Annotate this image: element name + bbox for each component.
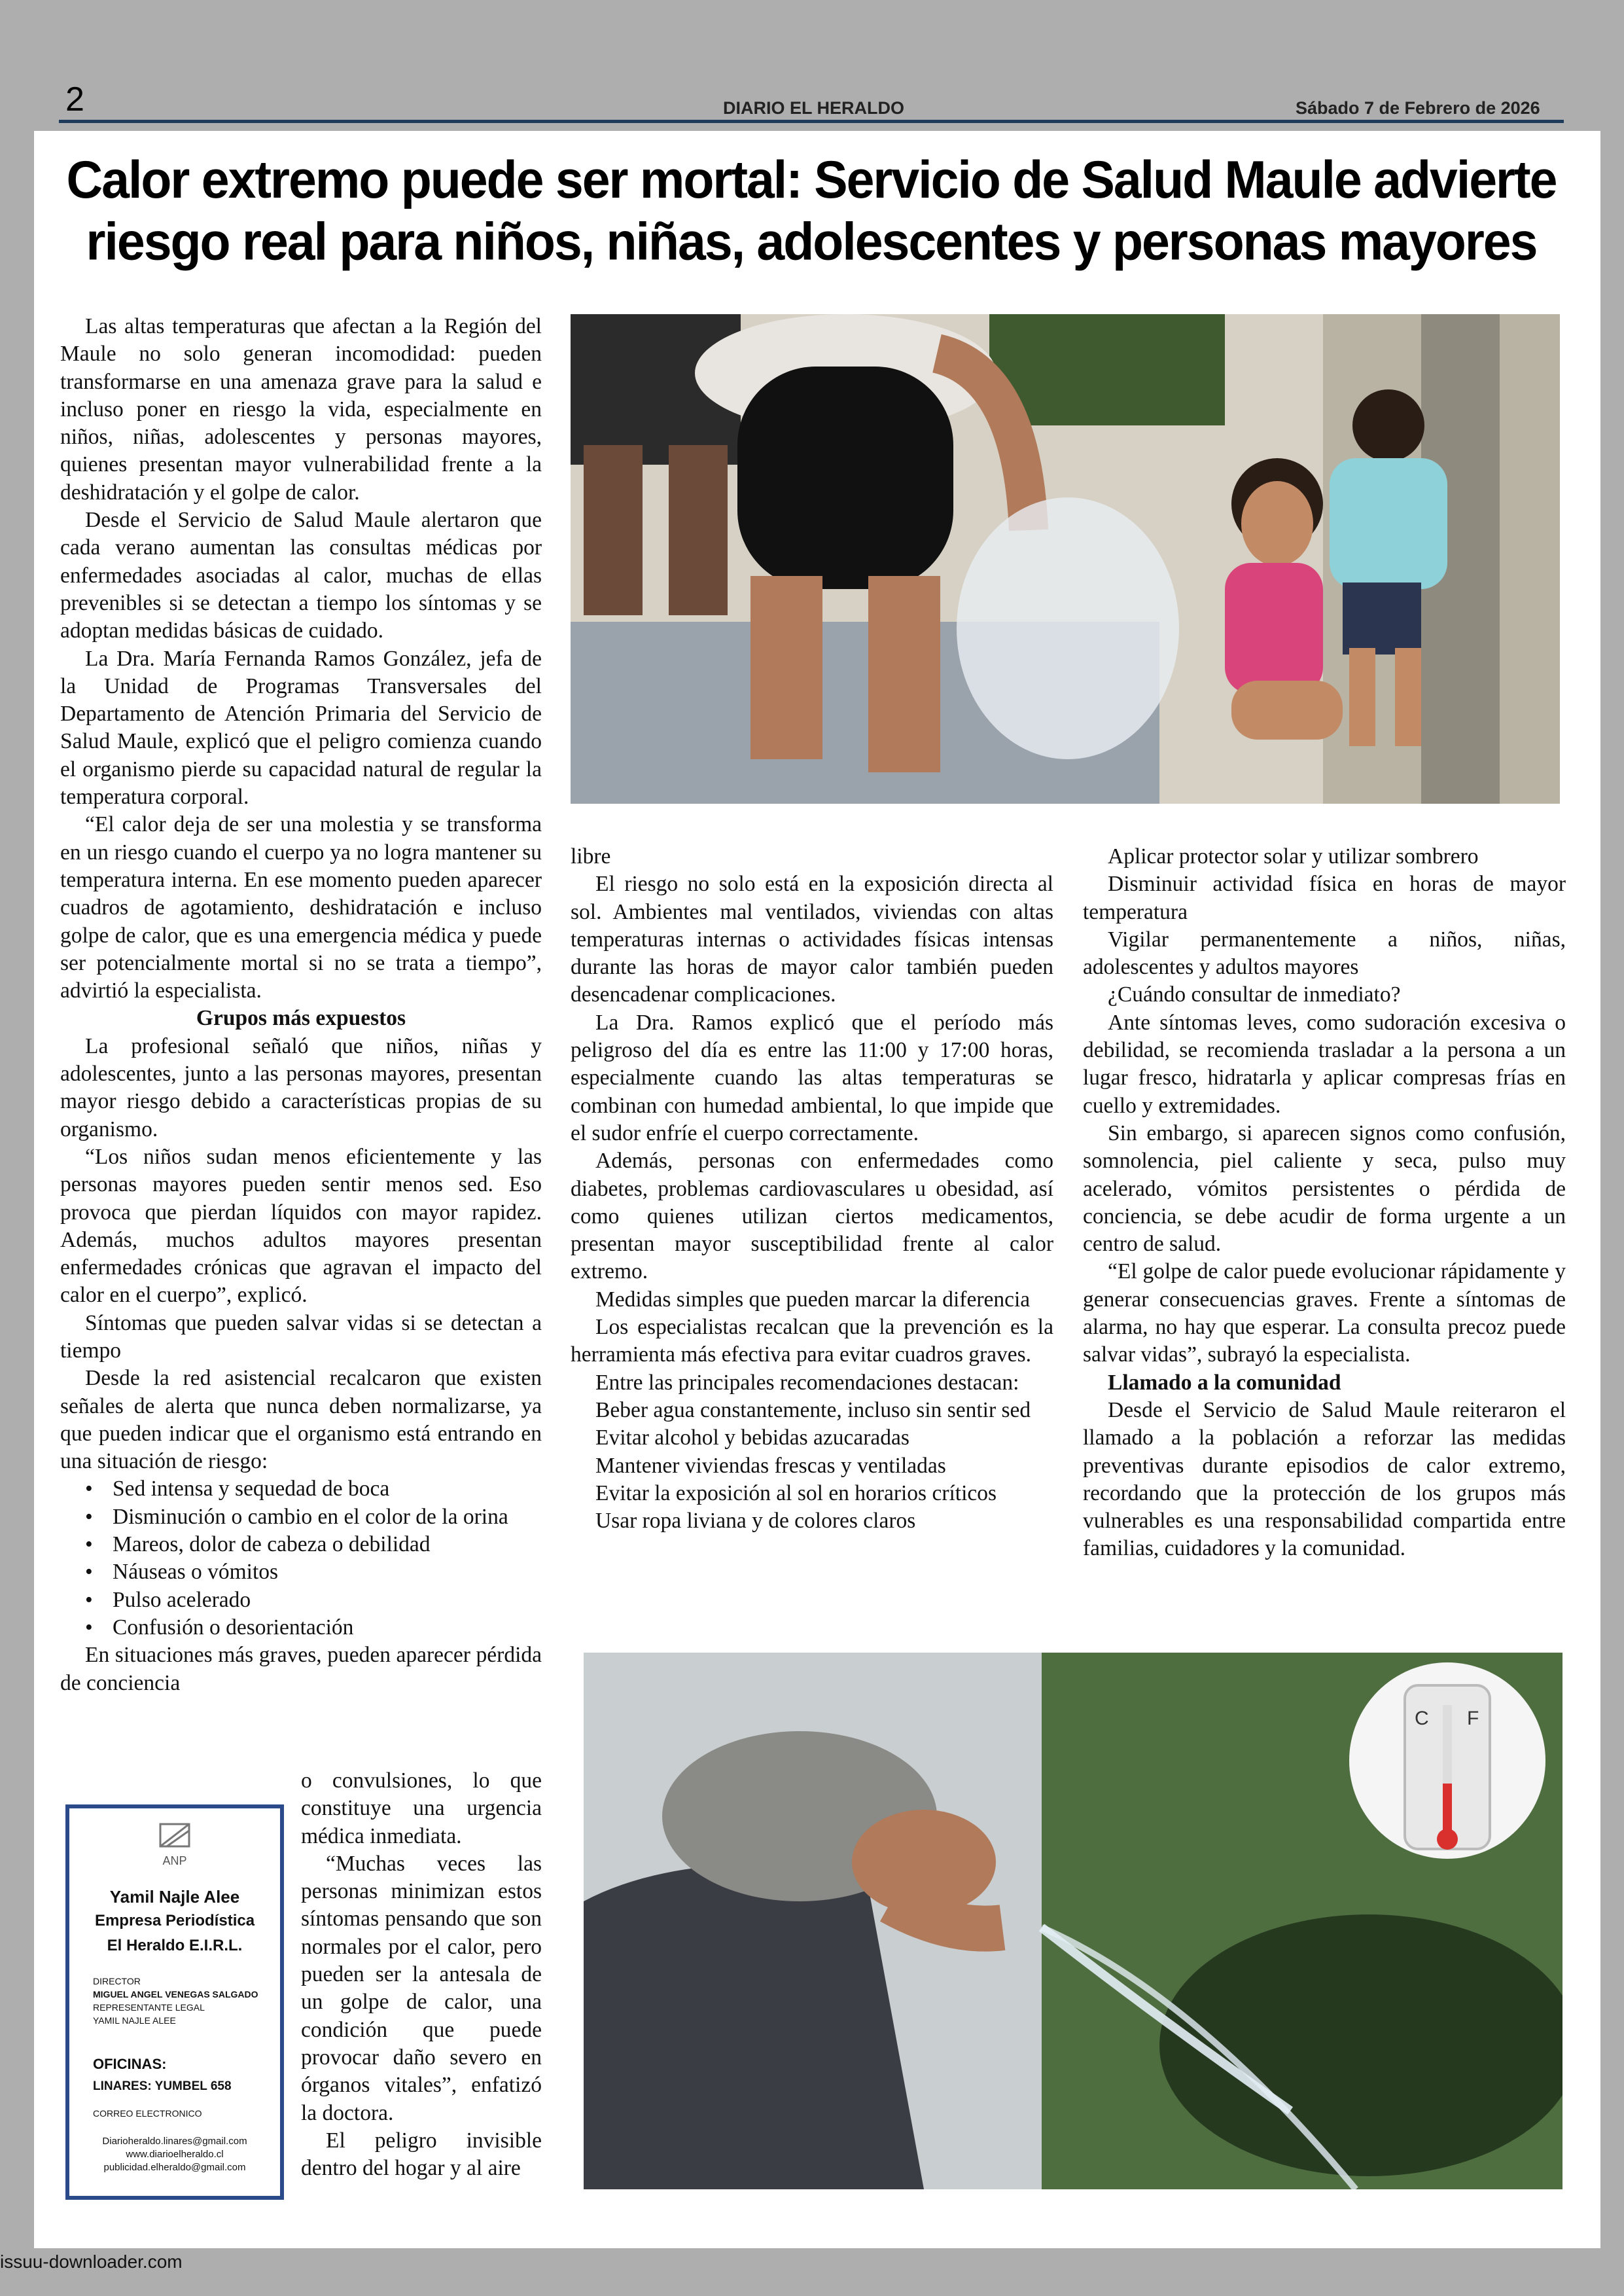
article-column-1-lower [301,1767,542,2182]
list-item: • Disminución o cambio en el color de la orina [60,1503,542,1531]
paragraph: “El calor deja de ser una molestia y se transforma en un riesgo cuando el cuerpo ya no logra mantener su temperatura interna. En ese momento pueden aparecer cuadros de agotamiento, deshidratación e incluso golpe de calor, que es una emergencia médica y puede ser potencialmente mortal si no se trata a tiempo”, advirtió la especialista. [60,812,542,1003]
legal-label: REPRESENTANTE LEGAL [93,2002,205,2013]
thermometer-c-label: C [1415,1708,1429,1729]
paragraph: Las altas temperaturas que afectan a la Región del Maule no solo generan incomodidad: pueden transformarse en una amenaza grave para la salud e incluso poner en riesgo la vida, especialmente en niños, niñas, adolescentes y personas mayores, quienes presentan mayor vulnerabilidad frente a la deshidratación y el golpe de calor. [60,314,542,505]
anp-logo-icon [156,1821,193,1850]
owner-name: Yamil Najle Alee [109,1887,240,1907]
company-line-2: El Heraldo E.I.R.L. [107,1937,243,1954]
paragraph: La profesional señaló que niños, niñas y adolescentes, junto a las personas mayores, presentan mayor riesgo debido a características propias de su organismo. [60,1033,542,1141]
paragraph: La Dra. María Fernanda Ramos González, jefa de la Unidad de Programas Transversales del Departamento de Atención Primaria del Servicio de Salud Maule, explicó que el peligro comienza cuando el organismo pierde su capacidad natural de regular la temperatura corporal. [60,646,542,810]
recommendation: Evitar la exposición al sol en horarios críticos [595,1480,997,1505]
photo-man-water [584,1653,1562,2189]
paragraph: El riesgo no solo está en la exposición directa al sol. Ambientes mal ventilados, viviendas con altas temperaturas internas o actividades físicas intensas durante las horas de mayor calor también pueden desencadenar complicaciones. [571,872,1053,1007]
paper-name: DIARIO EL HERALDO [723,98,905,118]
photo-man-illustration [584,1653,1562,2189]
director-label: DIRECTOR [93,1976,141,1986]
article-column-1 [60,313,542,1697]
email-label: CORREO ELECTRONICO [93,2108,202,2119]
company-line-1: Empresa Periodística [94,1912,255,1929]
photo-children-water [571,314,1560,804]
header-rule [59,120,1564,123]
paragraph: En situaciones más graves, pueden aparecer pérdida de conciencia [60,1643,542,1695]
watermark: issuu-downloader.com [0,2251,183,2272]
paragraph: “Muchas veces las personas minimizan estos síntomas pensando que son normales por el calor, pero pueden ser la antesala de un golpe de calor, una condición que puede provocar daño severo en órganos vitales”, enfatizó la doctora. [301,1851,542,2125]
headline-line-2: riesgo real para niños, niñas, adolescentes y personas mayores [86,212,1537,272]
paragraph: Ante síntomas leves, como sudoración excesiva o debilidad, se recomienda trasladar a la persona a un lugar fresco, hidratarla y aplicar compresas frías en cuello y extremidades. [1083,1010,1566,1118]
paragraph: La Dra. Ramos explicó que el período más peligroso del día es entre las 11:00 y 17:00 horas, especialmente cuando las altas temperaturas se combinan con humedad ambiental, lo que impide que el sudor enfríe el cuerpo correctamente. [571,1010,1053,1145]
recommendation: Usar ropa liviana y de colores claros [595,1509,916,1534]
list-item: • Sed intensa y sequedad de boca [60,1475,542,1503]
recommendation: Disminuir actividad física en horas de mayor temperatura [1083,872,1566,924]
offices-value: LINARES: YUMBEL 658 [93,2079,232,2093]
subheading-grupos: Grupos más expuestos [196,1006,406,1031]
article-column-3 [1083,843,1566,1563]
list-item: • Confusión o desorientación [60,1614,542,1641]
website: www.diarioelheraldo.cl [126,2149,224,2160]
list-item: • Mareos, dolor de cabeza o debilidad [60,1531,542,1558]
symptom-list [60,1475,542,1641]
photo-children-illustration [571,314,1560,804]
paragraph: Los especialistas recalcan que la prevención es la herramienta más efectiva para evitar cuadros graves. [571,1315,1053,1367]
paragraph: El peligro invisible dentro del hogar y al aire [301,2128,542,2181]
masthead-box [65,1804,284,2200]
paragraph: Desde la red asistencial recalcaron que existen señales de alerta que nunca deben normalizarse, ya que pueden indicar que el organismo está entrando en una situación de riesgo: [60,1366,542,1474]
subheading-llamado: Llamado a la comunidad [1108,1370,1341,1395]
list-item: • Pulso acelerado [60,1587,542,1614]
paragraph: Desde el Servicio de Salud Maule reiteraron el llamado a la población a reforzar las medidas preventivas durante episodios de calor extremo, recordando que la protección de los grupos más vulnerables es una responsabilidad compartida entre familias, cuidadores y la comunidad. [1083,1397,1566,1561]
recommendation: Vigilar permanentemente a niños, niñas, adolescentes y adultos mayores [1083,927,1566,980]
paragraph: libre [571,844,611,869]
recommendation: Mantener viviendas frescas y ventiladas [595,1453,946,1478]
paragraph: Desde el Servicio de Salud Maule alertaron que cada verano aumentan las consultas médicas por enfermedades asociadas al calor, muchas de ellas prevenibles si se detectan a tiempo los síntomas y se adoptan medidas básicas de cuidado. [60,508,542,643]
legal-name: YAMIL NAJLE ALEE [93,2015,176,2026]
director-name: MIGUEL ANGEL VENEGAS SALGADO [93,1989,258,2000]
paragraph: Medidas simples que pueden marcar la diferencia [595,1287,1031,1312]
page-number: 2 [65,81,84,118]
email-1: Diarioheraldo.linares@gmail.com [102,2136,247,2147]
issue-date: Sábado 7 de Febrero de 2026 [1296,98,1540,118]
paragraph: “Los niños sudan menos eficientemente y las personas mayores pueden sentir menos sed. Eso provoca que pierdan líquidos con mayor rapidez. Además, muchos adultos mayores presentan enfermedades crónicas que agravan el impacto del calor en el cuerpo”, explicó. [60,1144,542,1308]
email-2: publicidad.elheraldo@gmail.com [103,2162,246,2173]
paragraph: Además, personas con enfermedades como diabetes, problemas cardiovasculares u obesidad, así como quienes utilizan ciertos medicamentos, presentan mayor susceptibilidad frente al calor extremo. [571,1149,1053,1284]
recommendation: Beber agua constantemente, incluso sin sentir sed [595,1397,1031,1422]
paragraph: Síntomas que pueden salvar vidas si se detectan a tiempo [60,1310,542,1363]
paragraph: Entre las principales recomendaciones destacan: [595,1370,1019,1395]
recommendation: Aplicar protector solar y utilizar sombrero [1108,844,1479,869]
paragraph: Sin embargo, si aparecen signos como confusión, somnolencia, piel caliente y seca, pulso muy acelerado, vómitos persistentes o pérdida de conciencia, se debe acudir de forma urgente a un centro de salud. [1083,1121,1566,1257]
paragraph: o convulsiones, lo que constituye una urgencia médica inmediata. [301,1768,542,1848]
recommendation: Evitar alcohol y bebidas azucaradas [595,1426,909,1450]
article-column-2 [571,843,1053,1535]
offices-label: OFICINAS: [93,2056,167,2072]
paragraph: ¿Cuándo consultar de inmediato? [1108,982,1401,1007]
paragraph: “El golpe de calor puede evolucionar rápidamente y generar consecuencias graves. Frente a síntomas de alarma, no hay que esperar. La consulta precoz puede salvar vidas”, subrayó la especialista. [1083,1259,1566,1367]
list-item: • Náuseas o vómitos [60,1558,542,1586]
thermometer-f-label: F [1467,1708,1479,1729]
headline [59,149,1564,273]
anp-logo-text: ANP [162,1854,187,1867]
headline-line-1: Calor extremo puede ser mortal: Servicio de Salud Maule advierte [66,150,1557,209]
